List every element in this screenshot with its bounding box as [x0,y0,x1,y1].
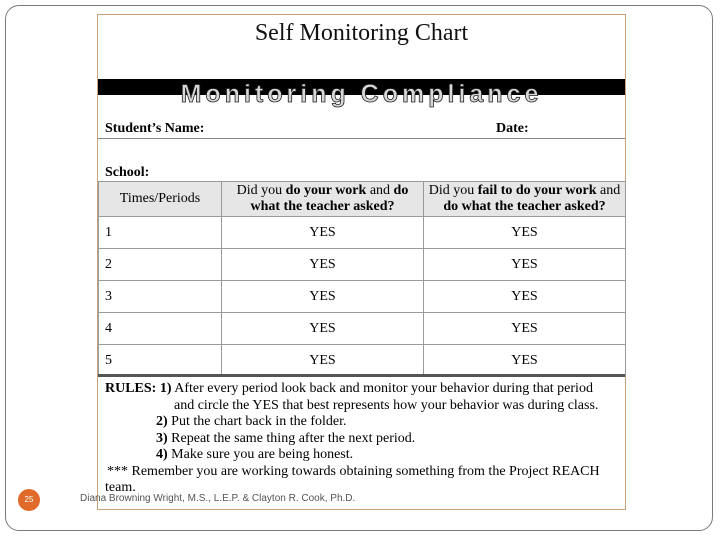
table-row [99,313,626,345]
yes-option[interactable]: YES [424,281,626,313]
period-number: 1 [99,217,222,249]
yes-option[interactable]: YES [424,217,626,249]
yes-option[interactable]: YES [222,345,424,377]
rule-3: 3) Repeat the same thing after the next period. [156,430,416,446]
header-did-work: Did you do your work and do what the teacher asked? [222,182,424,217]
table-row [99,217,626,249]
rules-section [105,381,620,497]
footer-credit: Diana Browning Wright, M.S., L.E.P. & Clayton R. Cook, Ph.D. [80,493,356,504]
table-row [99,281,626,313]
banner [98,79,625,111]
date-label: Date: [496,121,529,136]
student-name-label: Student’s Name: [105,121,205,136]
yes-option[interactable]: YES [222,281,424,313]
yes-option[interactable]: YES [424,313,626,345]
chart-title: Self Monitoring Chart [254,20,469,46]
header-fail-work: Did you fail to do your work and do what the teacher asked? [424,182,626,217]
reminder-note-continued: team. [105,480,136,495]
rule-4: 4) Make sure you are being honest. [156,447,354,462]
monitoring-table [98,181,626,377]
self-monitoring-chart [97,14,626,510]
yes-option[interactable]: YES [424,345,626,377]
rule-2: 2) Put the chart back in the folder. [156,414,347,429]
table-header-row [99,182,626,217]
yes-option[interactable]: YES [222,313,424,345]
banner-title: Monitoring Compliance [180,80,543,108]
table-row [99,249,626,281]
period-number: 4 [99,313,222,345]
yes-option[interactable]: YES [424,249,626,281]
reminder-note: *** Remember you are working towards obtaining something from the Project REACH [107,463,600,479]
divider [98,138,625,139]
rule-1-continued: and circle the YES that best represents how your behavior was during class. [174,397,599,413]
period-number: 2 [99,249,222,281]
header-times-periods: Times/Periods [99,182,222,217]
school-label: School: [105,165,150,180]
table-row [99,345,626,377]
yes-option[interactable]: YES [222,249,424,281]
yes-option[interactable]: YES [222,217,424,249]
slide-number-badge: 25 [18,489,40,511]
period-number: 5 [99,345,222,377]
rules-divider [98,374,625,377]
period-number: 3 [99,281,222,313]
rule-1: RULES: 1) After every period look back and monitor your behavior during that period [105,381,593,396]
